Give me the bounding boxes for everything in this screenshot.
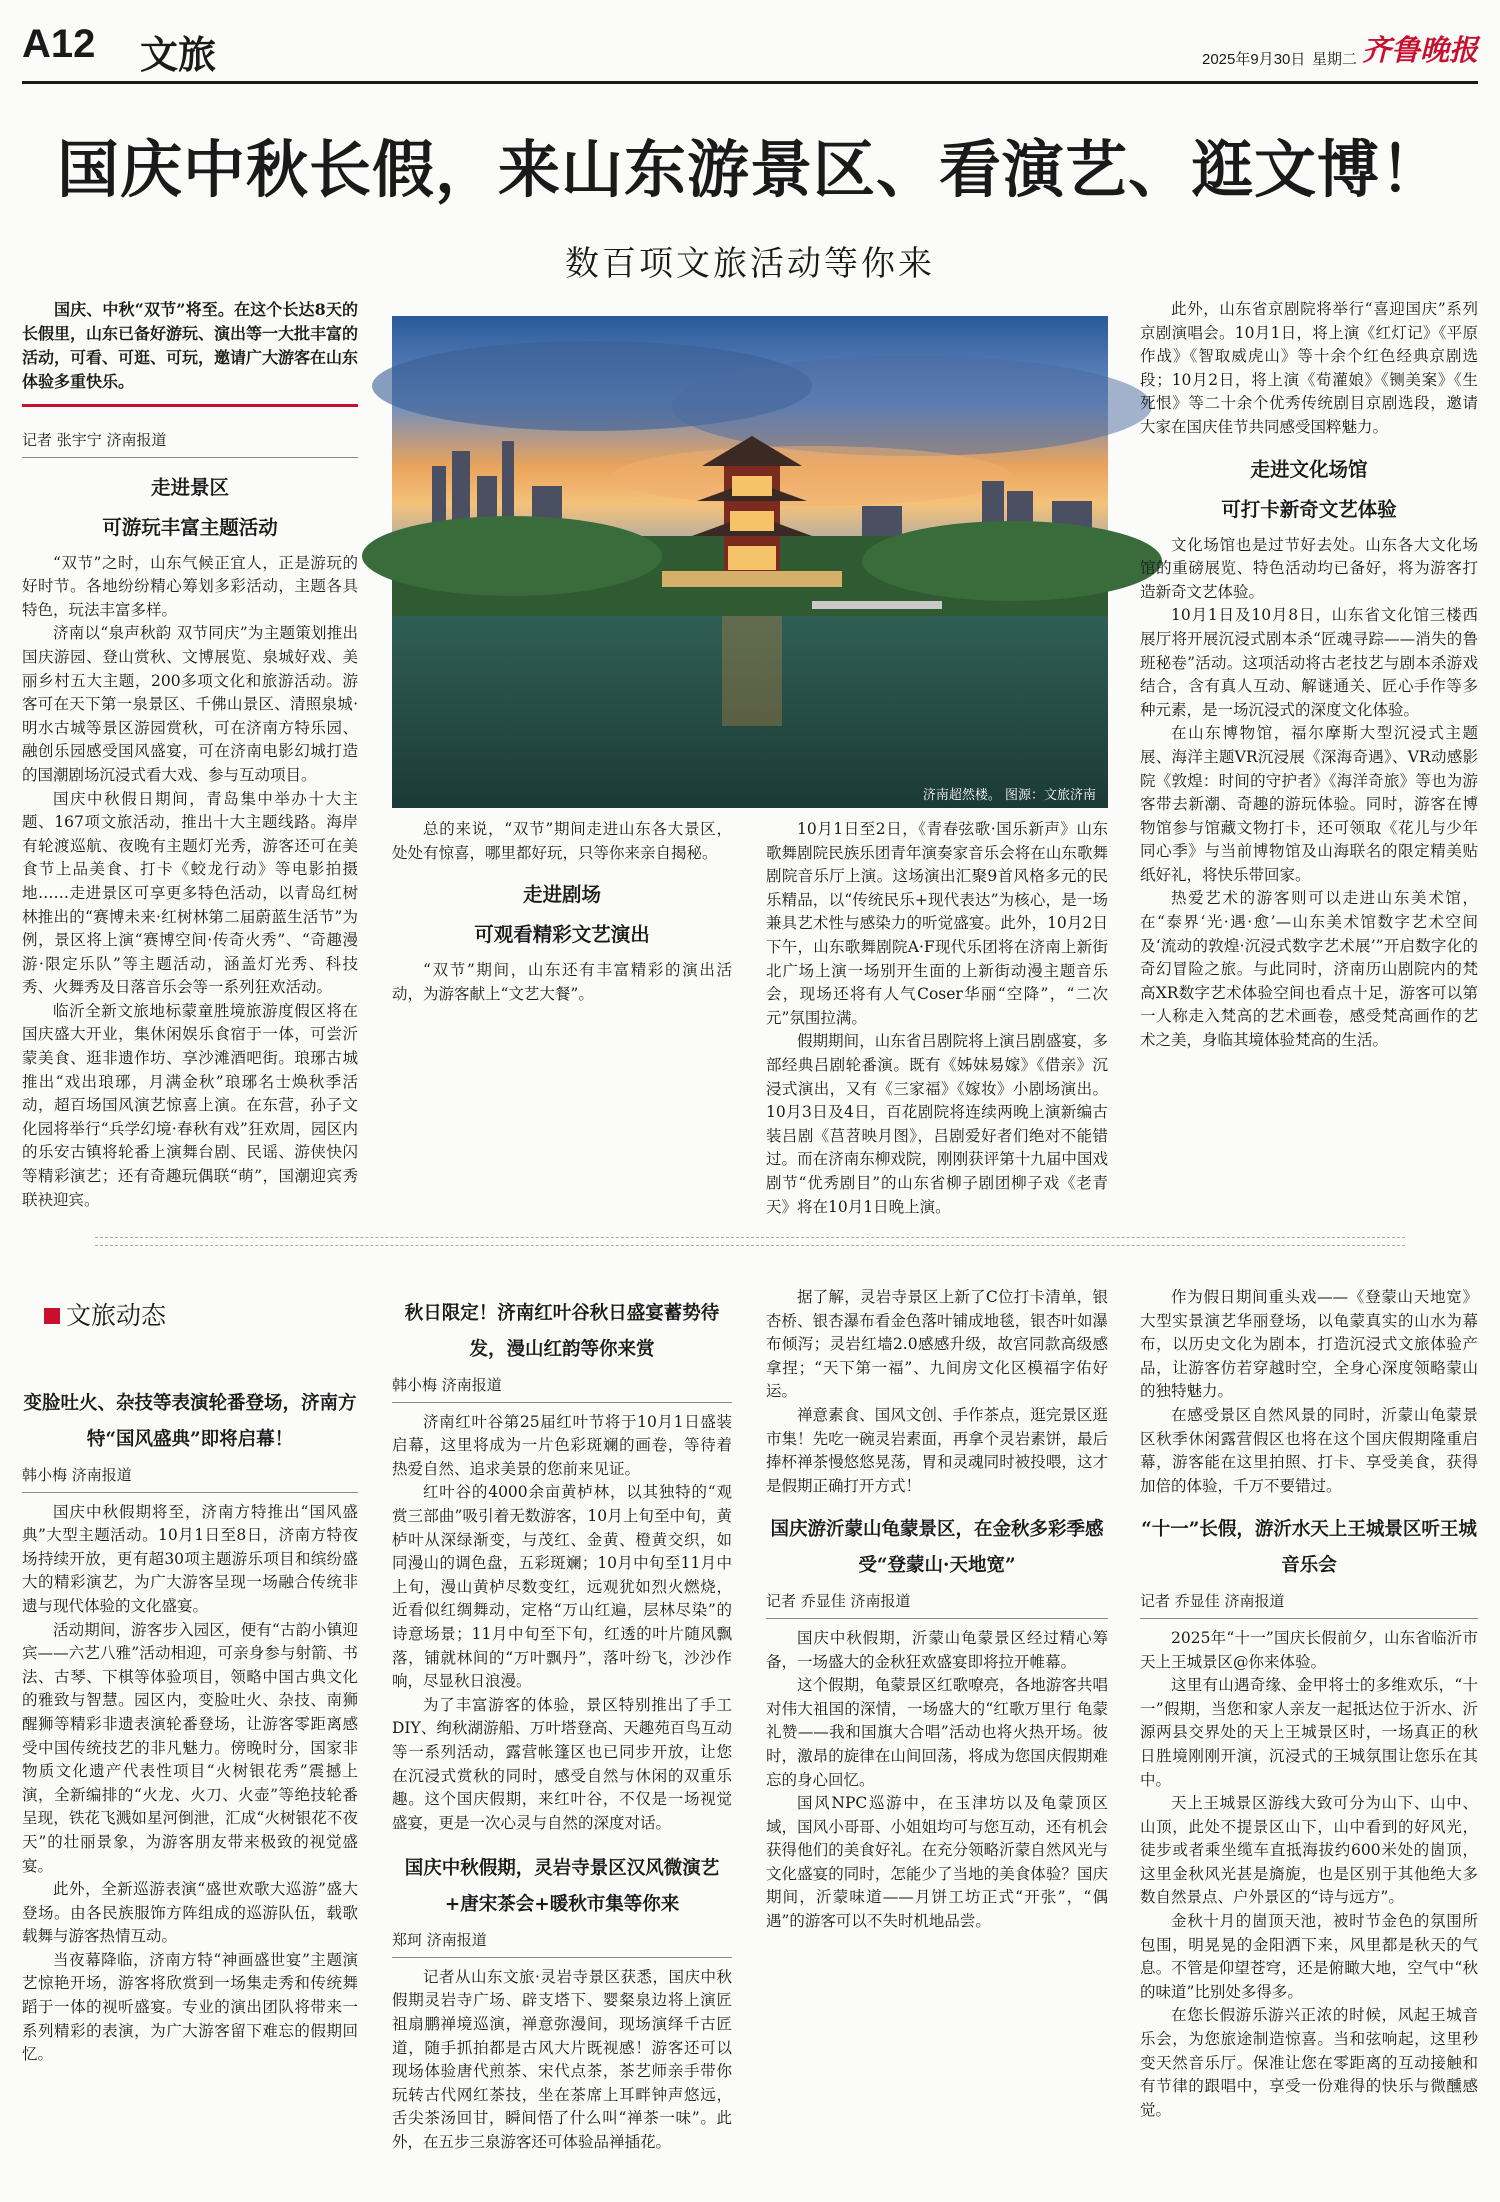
news-headline: 国庆游沂蒙山龟蒙景区，在金秋多彩季感受“登蒙山·天地宽” — [770, 1519, 1104, 1577]
paragraph: 2025年“十一”国庆长假前夕，山东省临沂市天上王城景区@你来体验。 — [1140, 1628, 1478, 1671]
byline: 记者 张宇宁 济南报道 — [22, 429, 358, 458]
paragraph: 此外，山东省京剧院将举行“喜迎国庆”系列京剧演唱会。10月1日，将上演《红灯记》《平原作战》《智取威虎山》等十余个红色经典京剧选段；10月2日，将上演《荀灌娘》《铡美案》《生死恨》等二十余个优秀传统剧目京剧选段，邀请大家在国庆佳节共同感受国粹魅力。 — [1140, 300, 1478, 436]
lead-paragraph: 国庆、中秋“双节”将至。在这个长达8天的长假里，山东已备好游玩、演出等一大批丰富的活动，可看、可逛、可玩，邀请广大游客在山东体验多重快乐。 — [22, 300, 359, 391]
news-headline: 秋日限定！济南红叶谷秋日盛宴蓄势待发，漫山红韵等你来赏 — [404, 1303, 720, 1360]
paragraph: 禅意素食、国风文创、手作茶点，逛完景区逛市集！先吃一碗灵岩素面，再拿个灵岩素饼，最后捧杯禅茶慢悠悠晃荡，胃和灵魂同时被投喂，这才是假期正确打开方式！ — [766, 1405, 1108, 1495]
news-section-label — [44, 1296, 166, 1332]
photo-caption: 济南超然楼。 图源：文旅济南 — [922, 788, 1096, 803]
paragraph: 此外，全新巡游表演“盛世欢歌大巡游”盛大登场。由各民族服饰方阵组成的巡游队伍，载歌载舞与游客热情互动。 — [22, 1880, 358, 1946]
paragraph: 10月1日及10月8日，山东省文化馆三楼西展厅将开展沉浸式剧本杀“匠魂寻踪——消失的鲁班秘卷”活动。这项活动将古老技艺与剧本杀游戏结合，含有真人互动、解谜通关、匠心手作等多种元素，是一场沉浸式的深度文化体验。 — [1140, 606, 1478, 719]
news-headline: “十一”长假，游沂水天上王城景区听王城音乐会 — [1141, 1519, 1477, 1577]
main-subheadline: 数百项文旅活动等你来 — [565, 244, 935, 284]
section-heading-scenic: 走进景区 — [150, 475, 229, 499]
paragraph: 国风NPC巡游中，在玉津坊以及龟蒙顶区域，国风小哥哥、小姐姐均可与您互动，还有机会获得他们的美食好礼。在充分领略沂蒙自然风光与文化盛宴的同时，怎能少了当地的美食体验？国庆期间，沂蒙味道——月饼工坊正式“开张”，“偶遇”的游客可以不失时机地品尝。 — [766, 1794, 1108, 1931]
page-header — [22, 22, 1478, 84]
paragraph: 10月1日至2日，《青春弦歌·国乐新声》山东歌舞剧院民族乐团青年演奏家音乐会将在山东歌舞剧院音乐厅上演。这场演出汇聚9首风格多元的民乐精品，以“传统民乐+现代表达”为核心，是一场兼具艺术性与感染力的听觉盛宴。此外，10月2日下午，山东歌舞剧院A·F现代乐团将在济南上新街北广场上演一场别开生面的上新街动漫主题音乐会，现场还将有人气Coser华丽“空降”，“二次元”氛围拉满。 — [766, 820, 1108, 1027]
paragraph: 为了丰富游客的体验，景区特别推出了手工DIY、绚秋湖游船、万叶塔登高、天趣苑百鸟互动等一系列活动，露营帐篷区也已同步开放，让您在沉浸式赏秋的同时，感受自然与休闲的双重乐趣。这个国庆假期，来红叶谷，不仅是一场视觉盛宴，更是一次心灵与自然的深度对话。 — [392, 1695, 732, 1832]
news-col-2 — [392, 1296, 732, 2196]
paragraph: 天上王城景区游线大致可分为山下、山中、山顶，此处不提景区山下，山中看到的好风光，徒步或者乘坐缆车直抵海拔约600米处的崮顶，这里金秋风光甚是旖旎，也是区别于其他绝大多数自然景点、户外景区的“诗与远方”。 — [1140, 1794, 1478, 1907]
paragraph: 热爱艺术的游客则可以走进山东美术馆，在“泰界‘光·遇·愈’—山东美术馆数字艺术空间及‘流动的敦煌·沉浸式数字艺术展’”开启数字化的奇幻冒险之旅。与此同时，济南历山剧院内的梵高XR数字艺术体验空间也看点十足，游客可以第一人称走入梵高的艺术画卷，感受梵高画作的艺术之美，身临其境体验梵高的生活。 — [1140, 889, 1478, 1050]
news-col-4 — [1140, 1286, 1478, 2196]
spacer — [1140, 1498, 1478, 1512]
section-heading-theatre: 走进剧场 — [522, 883, 601, 907]
paragraph: 作为假日期间重头戏——《登蒙山天地宽》大型实景演艺华丽登场，以龟蒙真实的山水为幕布，以历史文化为剧本，打造沉浸式文旅体验产品，让游客仿若穿越时空，全身心深度领略蒙山的独特魅力。 — [1140, 1288, 1478, 1401]
paragraph: 济南以“泉声秋韵 双节同庆”为主题策划推出国庆游园、登山赏秋、文博展览、泉城好戏、美丽乡村五大主题，200多项文化和旅游活动。游客可在天下第一泉景区、千佛山景区、清照泉城·明水古城等景区游园赏秋，可在济南方特乐园、融创乐园感受国风盛宴，可在济南电影幻城打造的国潮剧场沉浸式看大戏、参与互动项目。 — [22, 624, 358, 784]
byline: 韩小梅 济南报道 — [22, 1464, 358, 1493]
section-subheading-theatre: 可观看精彩文艺演出 — [474, 923, 650, 947]
paragraph: 国庆中秋假期将至，济南方特推出“国风盛典”大型主题活动。10月1日至8日，济南方特夜场持续开放，更有超30项主题游乐项目和缤纷盛大的精彩演艺，为广大游客呈现一场融合传统非遗与现代体验的文化盛宴。 — [22, 1502, 358, 1615]
paragraph: 在您长假游乐游兴正浓的时候，风起王城音乐会，为您旅途制造惊喜。当和弦响起，这里秒变天然音乐厅。保准让您在零距离的互动接触和有节律的跟唱中，享受一份难得的快乐与微醺感觉。 — [1140, 2006, 1478, 2119]
main-article-col-3 — [766, 818, 1108, 1216]
paragraph: 临沂全新文旅地标蒙童胜境旅游度假区将在国庆盛大开业，集休闲娱乐食宿于一体，可尝沂蒙美食、逛非遗作坊、享沙滩酒吧街。琅琊古城推出“戏出琅琊，月满金秋”琅琊名士焕秋季活动，超百场国风演艺惊喜上演。在东营，孙子文化园将举行“兵学幻境·春秋有戏”狂欢周，园区内的乐安古镇将轮番上演舞台剧、民谣、游侠快闪等精彩演艺；还有奇趣玩偶联“萌”，国潮迎宾秀联袂迎宾。 — [22, 1001, 358, 1209]
paragraph: 总的来说，“双节”期间走进山东各大景区，处处有惊喜，哪里都好玩，只等你来亲自揭秘。 — [392, 820, 732, 862]
paragraph: “双节”之时，山东气候正宜人，正是游玩的好时节。各地纷纷精心筹划多彩活动，主题各具特色，玩法丰富多样。 — [22, 553, 358, 619]
news-headline: 变脸吐火、杂技等表演轮番登场，济南方特“国风盛典”即将启幕！ — [23, 1393, 357, 1450]
paragraph: 在山东博物馆，福尔摩斯大型沉浸式主题展、海洋主题VR沉浸展《深海奇遇》、VR动感影院《敦煌：时间的守护者》《海洋奇旅》等也为游客带去新潮、奇趣的游玩体验。同时，游客在博物馆参与馆藏文物打卡，还可领取《花儿与少年同心季》与当前博物馆及山海联名的限定精美贴纸好礼，将快乐带回家。 — [1140, 724, 1478, 884]
byline: 记者 乔显佳 济南报道 — [766, 1590, 1108, 1619]
main-article-col-2 — [392, 818, 732, 1198]
main-headline: 国庆中秋长假，来山东游景区、看演艺、逛文博！ — [56, 133, 1443, 206]
section-heading-venues: 走进文化场馆 — [1250, 457, 1368, 481]
red-square-icon — [44, 1308, 60, 1324]
paragraph: 国庆中秋假期，沂蒙山龟蒙景区经过精心筹备，一场盛大的金秋狂欢盛宴即将拉开帷幕。 — [766, 1628, 1108, 1671]
paragraph: 红叶谷的4000余亩黄栌林，以其独特的“观赏三部曲”吸引着无数游客，10月上旬至中旬，黄栌叶从深绿渐变，与茂红、金黄、橙黄交织，如同漫山的调色盘，五彩斑斓；10月中旬至11月中上旬，漫山黄栌尽数变红，远观犹如烈火燃烧，近看似红绸舞动，定格“万山红遍，层林尽染”的诗意场景；11月中旬至下旬，红透的叶片随风飘落，铺就林间的“万叶飘丹”，落叶纷飞，沙沙作响，尽显秋日浪漫。 — [392, 1483, 732, 1691]
main-article-col-4 — [1140, 298, 1478, 1198]
byline: 记者 乔显佳 济南报道 — [1140, 1590, 1478, 1619]
section-subheading-venues: 可打卡新奇文艺体验 — [1221, 497, 1397, 521]
section-divider — [95, 1237, 1405, 1246]
page-number: A12 — [22, 22, 96, 66]
spacer — [766, 1498, 1108, 1512]
paragraph: 济南红叶谷第25届红叶节将于10月1日盛装启幕，这里将成为一片色彩斑斓的画卷，等待着热爱自然、追求美景的您前来见证。 — [392, 1412, 732, 1478]
news-col-3 — [766, 1286, 1108, 2196]
issue-date: 2025年9月30日 — [1202, 51, 1306, 68]
section-subheading-scenic: 可游玩丰富主题活动 — [102, 515, 278, 539]
lead-photo — [392, 316, 1108, 808]
byline: 韩小梅 济南报道 — [392, 1374, 732, 1403]
news-col-1 — [22, 1386, 358, 2196]
paragraph: 活动期间，游客步入园区，便有“古韵小镇迎宾——六艺八雅”活动相迎，可亲身参与射箭、书法、古琴、下棋等体验项目，领略中国古典文化的雅致与智慧。园区内，变脸吐火、杂技、南狮醒狮等精彩非遗表演轮番登场，让游客零距离感受中国传统技艺的非凡魅力。傍晚时分，国家非物质文化遗产代表性项目“火树银花秀”震撼上演，全新编排的“火龙、火刀、火壶”等绝技轮番呈现，铁花飞溅如星河倒泄，汇成“火树银花不夜天”的壮丽景象，为游客朋友带来极致的视觉盛宴。 — [22, 1620, 358, 1875]
chaoran-tower-photo-illustration — [392, 316, 1108, 808]
paragraph: 这里有山遇奇缘、金甲将士的多维欢乐，“十一”假期，当您和家人亲友一起抵达位于沂水、沂源两县交界处的天上王城景区时，一场真正的秋日胜境刚刚开演，沉浸式的王城氛围让您乐在其中。 — [1140, 1676, 1478, 1789]
lead-rule — [22, 404, 358, 407]
paragraph: “双节”期间，山东还有丰富精彩的演出活动，为游客献上“文艺大餐”。 — [392, 961, 732, 1003]
section-name: 文旅 — [140, 32, 217, 77]
paragraph: 据了解，灵岩寺景区上新了C位打卡清单，银杏桥、银杏瀑布看金色落叶铺成地毯，银杏叶如瀑布倾泻；灵岩红墙2.0感感升级，故宫同款高级感拿捏；“天下第一福”、九间房文化区模福字佑好运。 — [766, 1288, 1108, 1401]
paragraph: 记者从山东文旅·灵岩寺景区获悉，国庆中秋假期灵岩寺广场、辟支塔下、婴粲泉边将上演匠祖扇鹏禅境巡演，禅意弥漫间，现场演绎千古匠道，随手抓拍都是古风大片既视感！游客还可以现场体验唐代煎茶、宋代点茶，茶艺师亲手带你玩转古代网红茶技，坐在茶席上耳畔钟声悠远，舌尖茶汤回甘，瞬间悟了什么叫“禅茶一味”。此外，在五步三泉游客还可体验品禅插花。 — [392, 1967, 732, 2152]
paragraph: 当夜幕降临，济南方特“神画盛世宴”主题演艺惊艳开场，游客将欣赏到一场集走秀和传统舞蹈于一体的视听盛宴。专业的演出团队将带来一系列精彩的表演，为广大游客留下难忘的假期回忆。 — [22, 1950, 358, 2064]
paragraph: 这个假期，龟蒙景区红歌嘹亮，各地游客共唱对伟大祖国的深情，一场盛大的“红歌万里行 龟蒙礼赞——我和国旗大合唱”活动也将火热开场。彼时，激昂的旋律在山间回荡，将成为您国庆假期难忘的身心回忆。 — [766, 1676, 1108, 1789]
news-headline: 国庆中秋假期，灵岩寺景区汉风微演艺+唐宋茶会+暖秋市集等你来 — [404, 1858, 720, 1916]
news-section-label-text: 文旅动态 — [66, 1301, 167, 1330]
paragraph: 假期期间，山东省吕剧院将上演吕剧盛宴，多部经典吕剧轮番演。既有《姊妹易嫁》《借亲》沉浸式演出，又有《三家福》《嫁妆》小剧场演出。10月3日及4日，百花剧院将连续两晚上演新编古装吕剧《莒苕映月图》，吕剧爱好者们绝对不能错过。而在济南东柳戏院，刚刚获评第十九届中国戏剧节“优秀剧目”的山东省柳子剧团柳子戏《老青天》将在10月1日晚上演。 — [766, 1032, 1108, 1216]
issue-weekday: 星期二 — [1312, 51, 1358, 68]
paragraph: 在感受景区自然风景的同时，沂蒙山龟蒙景区秋季休闲露营假区也将在这个国庆假期隆重启幕，游客能在这里拍照、打卡、享受美食，获得加倍的体验，千万不要错过。 — [1140, 1405, 1478, 1495]
byline: 郑珂 济南报道 — [392, 1929, 732, 1958]
paragraph: 金秋十月的崮顶天池，被时节金色的氛围所包围，明晃晃的金阳洒下来，风里都是秋天的气息。不管是仰望苍穹，还是俯瞰大地，空气中“秋的味道”比别处多得多。 — [1140, 1912, 1478, 2001]
masthead-logo: 齐鲁晚报 — [1361, 33, 1478, 67]
main-article-col-1 — [22, 298, 359, 1209]
spacer — [392, 1835, 732, 1851]
paragraph: 国庆中秋假日期间，青岛集中举办十大主题、167项文旅活动，推出十大主题线路。海岸有轮渡巡航、夜晚有主题灯光秀，游客还可在美食节上品美食、打卡《蛟龙行动》等电影拍摄地……走进景区可享更多特色活动，以青岛红树林推出的“赛博未来·红树林第二届蔚蓝生活节”为例，景区将上演“赛博空间·传奇火秀”、“奇趣漫游·限定乐队”等主题活动，涵盖灯光秀、科技秀、火舞秀及日落音乐会等一系列狂欢活动。 — [22, 789, 358, 997]
paragraph: 文化场馆也是过节好去处。山东各大文化场馆的重磅展览、特色活动均已备好，将为游客打造新奇文艺体验。 — [1140, 535, 1478, 601]
